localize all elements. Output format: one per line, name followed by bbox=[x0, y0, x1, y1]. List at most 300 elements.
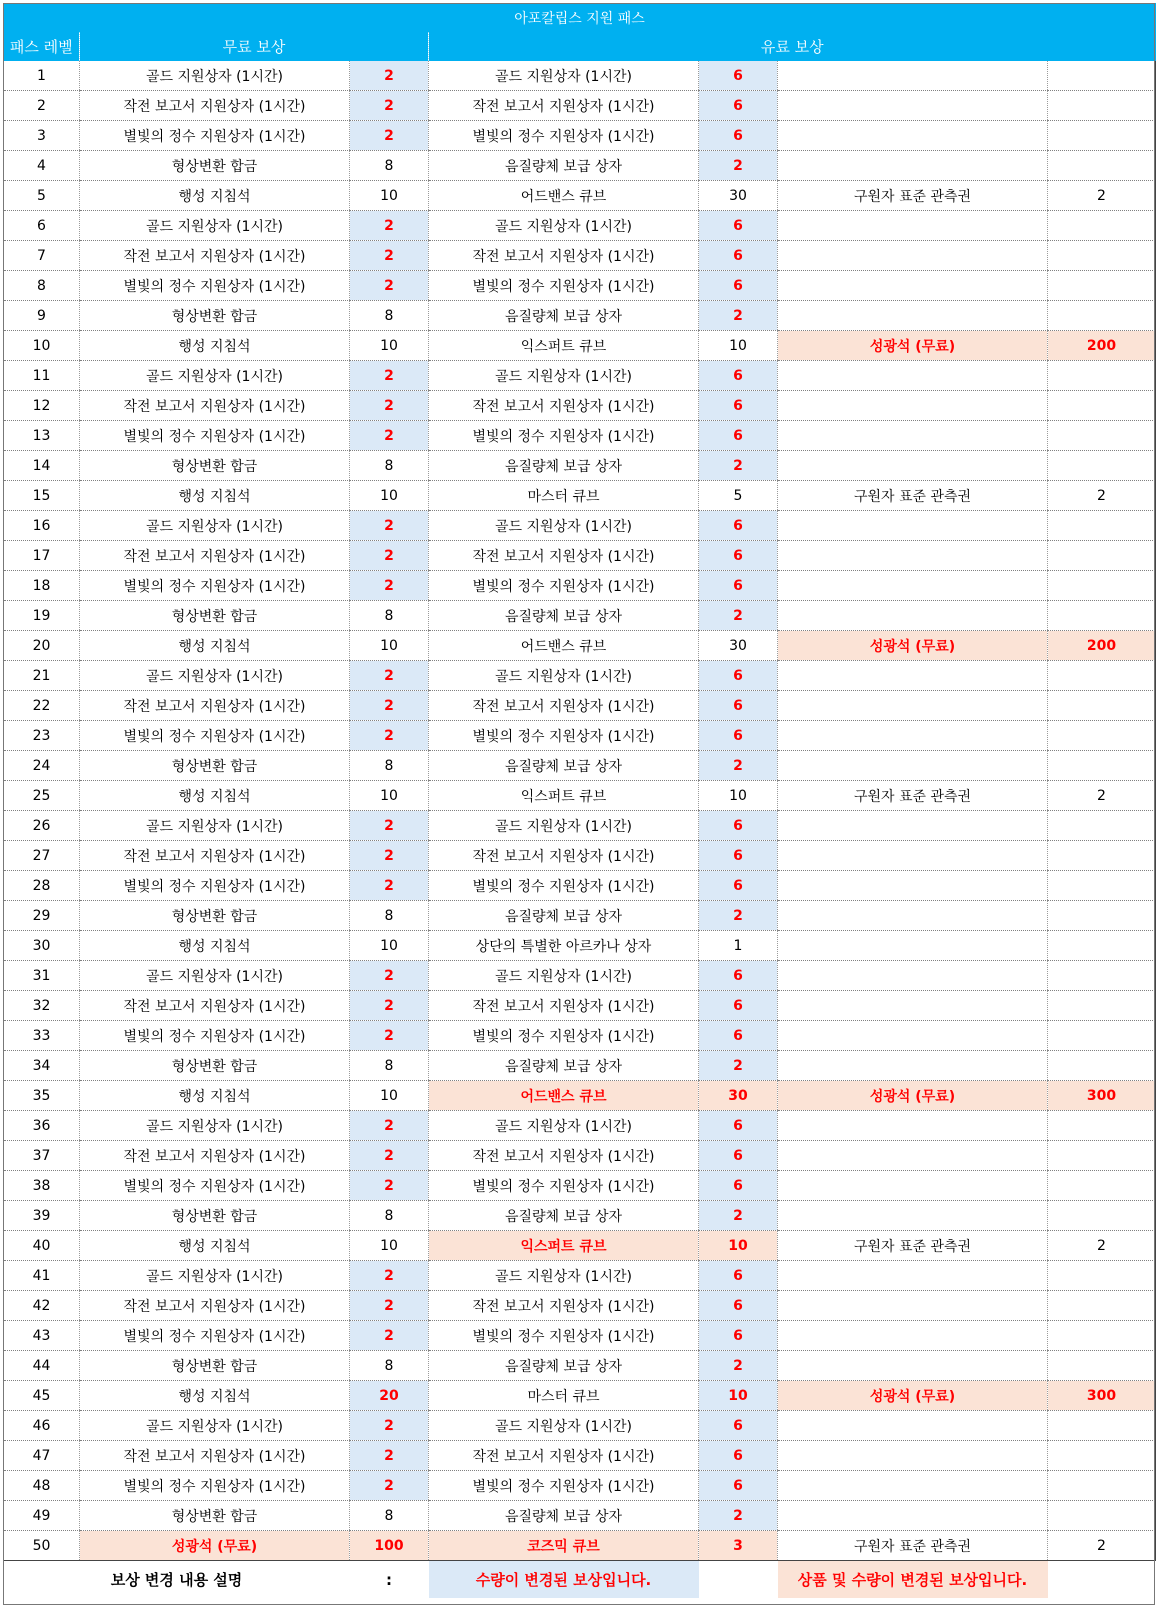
paid-qty-cell: 6 bbox=[699, 841, 778, 871]
paid-qty-cell: 6 bbox=[699, 61, 778, 91]
extra-qty-cell: 300 bbox=[1048, 1381, 1156, 1411]
paid-qty-cell: 6 bbox=[699, 721, 778, 751]
paid-item-cell: 골드 지원상자 (1시간) bbox=[429, 661, 699, 691]
table-row bbox=[4, 241, 1156, 271]
free-qty-cell: 2 bbox=[350, 1411, 429, 1441]
level-cell: 40 bbox=[4, 1231, 80, 1261]
header-level: 패스 레벨 bbox=[4, 32, 80, 61]
free-item-cell: 골드 지원상자 (1시간) bbox=[80, 211, 350, 241]
table-row bbox=[4, 1231, 1156, 1261]
free-qty-cell: 2 bbox=[350, 661, 429, 691]
free-item-cell: 골드 지원상자 (1시간) bbox=[80, 1261, 350, 1291]
paid-qty-cell: 6 bbox=[699, 541, 778, 571]
free-qty-cell: 10 bbox=[350, 931, 429, 961]
level-cell: 48 bbox=[4, 1471, 80, 1501]
table-row bbox=[4, 271, 1156, 301]
level-cell: 33 bbox=[4, 1021, 80, 1051]
free-item-cell: 형상변환 합금 bbox=[80, 151, 350, 181]
free-qty-cell: 2 bbox=[350, 1291, 429, 1321]
extra-qty-cell bbox=[1048, 1261, 1156, 1291]
free-qty-cell: 2 bbox=[350, 511, 429, 541]
free-qty-cell: 8 bbox=[350, 901, 429, 931]
extra-qty-cell bbox=[1048, 511, 1156, 541]
level-cell: 10 bbox=[4, 331, 80, 361]
free-item-cell: 골드 지원상자 (1시간) bbox=[80, 661, 350, 691]
table-row bbox=[4, 811, 1156, 841]
table-row bbox=[4, 991, 1156, 1021]
paid-qty-cell: 2 bbox=[699, 1051, 778, 1081]
table-row bbox=[4, 1441, 1156, 1471]
paid-qty-cell: 2 bbox=[699, 1351, 778, 1381]
extra-qty-cell: 300 bbox=[1048, 1081, 1156, 1111]
free-qty-cell: 8 bbox=[350, 1201, 429, 1231]
level-cell: 27 bbox=[4, 841, 80, 871]
free-item-cell: 형상변환 합금 bbox=[80, 1201, 350, 1231]
extra-qty-cell bbox=[1048, 1111, 1156, 1141]
paid-item-cell: 작전 보고서 지원상자 (1시간) bbox=[429, 841, 699, 871]
paid-item-cell: 음질량체 보급 상자 bbox=[429, 601, 699, 631]
table-row bbox=[4, 961, 1156, 991]
free-item-cell: 행성 지침석 bbox=[80, 1081, 350, 1111]
table-row bbox=[4, 1051, 1156, 1081]
extra-item-cell bbox=[778, 961, 1048, 991]
paid-qty-cell: 10 bbox=[699, 331, 778, 361]
extra-item-cell bbox=[778, 211, 1048, 241]
free-qty-cell: 8 bbox=[350, 451, 429, 481]
table-row bbox=[4, 1381, 1156, 1411]
extra-item-cell bbox=[778, 1501, 1048, 1531]
extra-qty-cell bbox=[1048, 991, 1156, 1021]
extra-qty-cell bbox=[1048, 1021, 1156, 1051]
paid-item-cell: 별빛의 정수 지원상자 (1시간) bbox=[429, 1021, 699, 1051]
extra-item-cell bbox=[778, 151, 1048, 181]
free-qty-cell: 8 bbox=[350, 301, 429, 331]
paid-item-cell: 어드밴스 큐브 bbox=[429, 1081, 699, 1111]
free-qty-cell: 2 bbox=[350, 691, 429, 721]
paid-item-cell: 별빛의 정수 지원상자 (1시간) bbox=[429, 121, 699, 151]
paid-item-cell: 별빛의 정수 지원상자 (1시간) bbox=[429, 271, 699, 301]
level-cell: 20 bbox=[4, 631, 80, 661]
table-row bbox=[4, 901, 1156, 931]
extra-item-cell: 구원자 표준 관측권 bbox=[778, 1531, 1048, 1561]
level-cell: 36 bbox=[4, 1111, 80, 1141]
free-item-cell: 성광석 (무료) bbox=[80, 1531, 350, 1561]
extra-item-cell bbox=[778, 1441, 1048, 1471]
extra-item-cell: 성광석 (무료) bbox=[778, 1081, 1048, 1111]
extra-qty-cell bbox=[1048, 361, 1156, 391]
level-cell: 42 bbox=[4, 1291, 80, 1321]
free-qty-cell: 2 bbox=[350, 1141, 429, 1171]
level-cell: 17 bbox=[4, 541, 80, 571]
reward-rows bbox=[4, 61, 1156, 1561]
table-row bbox=[4, 631, 1156, 661]
level-cell: 37 bbox=[4, 1141, 80, 1171]
free-item-cell: 형상변환 합금 bbox=[80, 601, 350, 631]
paid-qty-cell: 6 bbox=[699, 271, 778, 301]
level-cell: 9 bbox=[4, 301, 80, 331]
free-qty-cell: 100 bbox=[350, 1531, 429, 1561]
extra-qty-cell bbox=[1048, 121, 1156, 151]
extra-item-cell: 성광석 (무료) bbox=[778, 1381, 1048, 1411]
extra-item-cell bbox=[778, 451, 1048, 481]
extra-qty-cell bbox=[1048, 1441, 1156, 1471]
free-item-cell: 형상변환 합금 bbox=[80, 1501, 350, 1531]
level-cell: 30 bbox=[4, 931, 80, 961]
extra-item-cell bbox=[778, 601, 1048, 631]
extra-item-cell bbox=[778, 1471, 1048, 1501]
paid-item-cell: 익스퍼트 큐브 bbox=[429, 331, 699, 361]
extra-qty-cell bbox=[1048, 211, 1156, 241]
paid-qty-cell: 6 bbox=[699, 961, 778, 991]
extra-item-cell: 구원자 표준 관측권 bbox=[778, 781, 1048, 811]
extra-qty-cell bbox=[1048, 61, 1156, 91]
paid-qty-cell: 1 bbox=[699, 931, 778, 961]
free-item-cell: 작전 보고서 지원상자 (1시간) bbox=[80, 91, 350, 121]
level-cell: 21 bbox=[4, 661, 80, 691]
extra-item-cell bbox=[778, 391, 1048, 421]
paid-item-cell: 골드 지원상자 (1시간) bbox=[429, 1261, 699, 1291]
paid-qty-cell: 6 bbox=[699, 211, 778, 241]
level-cell: 18 bbox=[4, 571, 80, 601]
level-cell: 32 bbox=[4, 991, 80, 1021]
paid-item-cell: 작전 보고서 지원상자 (1시간) bbox=[429, 91, 699, 121]
free-item-cell: 형상변환 합금 bbox=[80, 301, 350, 331]
extra-qty-cell bbox=[1048, 1411, 1156, 1441]
extra-qty-cell bbox=[1048, 301, 1156, 331]
free-item-cell: 행성 지침석 bbox=[80, 781, 350, 811]
free-item-cell: 별빛의 정수 지원상자 (1시간) bbox=[80, 1171, 350, 1201]
table-row bbox=[4, 1021, 1156, 1051]
free-qty-cell: 2 bbox=[350, 571, 429, 601]
extra-item-cell bbox=[778, 841, 1048, 871]
free-qty-cell: 10 bbox=[350, 331, 429, 361]
paid-qty-cell: 6 bbox=[699, 421, 778, 451]
table-row bbox=[4, 871, 1156, 901]
table-row bbox=[4, 181, 1156, 211]
level-cell: 5 bbox=[4, 181, 80, 211]
paid-qty-cell: 6 bbox=[699, 1021, 778, 1051]
extra-qty-cell: 2 bbox=[1048, 481, 1156, 511]
extra-item-cell bbox=[778, 721, 1048, 751]
table-row bbox=[4, 421, 1156, 451]
level-cell: 22 bbox=[4, 691, 80, 721]
paid-item-cell: 작전 보고서 지원상자 (1시간) bbox=[429, 541, 699, 571]
level-cell: 11 bbox=[4, 361, 80, 391]
paid-item-cell: 별빛의 정수 지원상자 (1시간) bbox=[429, 1321, 699, 1351]
legend-item-changed: 상품 및 수량이 변경된 보상입니다. bbox=[778, 1561, 1048, 1599]
table-row bbox=[4, 211, 1156, 241]
legend-colon: : bbox=[386, 1570, 392, 1589]
extra-item-cell bbox=[778, 1291, 1048, 1321]
free-qty-cell: 2 bbox=[350, 1321, 429, 1351]
paid-qty-cell: 6 bbox=[699, 571, 778, 601]
free-qty-cell: 2 bbox=[350, 121, 429, 151]
extra-item-cell: 구원자 표준 관측권 bbox=[778, 181, 1048, 211]
level-cell: 8 bbox=[4, 271, 80, 301]
free-qty-cell: 2 bbox=[350, 721, 429, 751]
extra-item-cell bbox=[778, 1351, 1048, 1381]
level-cell: 39 bbox=[4, 1201, 80, 1231]
extra-item-cell bbox=[778, 1201, 1048, 1231]
extra-qty-cell bbox=[1048, 571, 1156, 601]
extra-qty-cell bbox=[1048, 961, 1156, 991]
level-cell: 24 bbox=[4, 751, 80, 781]
paid-qty-cell: 6 bbox=[699, 511, 778, 541]
free-item-cell: 행성 지침석 bbox=[80, 1231, 350, 1261]
paid-item-cell: 별빛의 정수 지원상자 (1시간) bbox=[429, 721, 699, 751]
paid-item-cell: 골드 지원상자 (1시간) bbox=[429, 811, 699, 841]
table-row bbox=[4, 571, 1156, 601]
extra-qty-cell bbox=[1048, 601, 1156, 631]
paid-qty-cell: 2 bbox=[699, 1501, 778, 1531]
paid-item-cell: 음질량체 보급 상자 bbox=[429, 751, 699, 781]
paid-item-cell: 작전 보고서 지원상자 (1시간) bbox=[429, 241, 699, 271]
extra-qty-cell bbox=[1048, 721, 1156, 751]
free-item-cell: 형상변환 합금 bbox=[80, 1051, 350, 1081]
level-cell: 13 bbox=[4, 421, 80, 451]
table-row bbox=[4, 1351, 1156, 1381]
extra-item-cell bbox=[778, 421, 1048, 451]
paid-qty-cell: 6 bbox=[699, 1111, 778, 1141]
free-item-cell: 작전 보고서 지원상자 (1시간) bbox=[80, 241, 350, 271]
extra-item-cell bbox=[778, 361, 1048, 391]
extra-item-cell bbox=[778, 691, 1048, 721]
extra-qty-cell bbox=[1048, 451, 1156, 481]
table-row bbox=[4, 1411, 1156, 1441]
extra-item-cell bbox=[778, 271, 1048, 301]
table-row bbox=[4, 91, 1156, 121]
legend-qty-changed: 수량이 변경된 보상입니다. bbox=[429, 1561, 699, 1599]
extra-qty-cell bbox=[1048, 1051, 1156, 1081]
free-item-cell: 작전 보고서 지원상자 (1시간) bbox=[80, 541, 350, 571]
free-item-cell: 별빛의 정수 지원상자 (1시간) bbox=[80, 271, 350, 301]
table-row bbox=[4, 751, 1156, 781]
extra-qty-cell: 200 bbox=[1048, 331, 1156, 361]
table-row bbox=[4, 1321, 1156, 1351]
table-row bbox=[4, 691, 1156, 721]
table-title: 아포칼립스 지원 패스 bbox=[4, 3, 1156, 32]
extra-qty-cell bbox=[1048, 151, 1156, 181]
free-item-cell: 형상변환 합금 bbox=[80, 751, 350, 781]
extra-item-cell bbox=[778, 541, 1048, 571]
paid-item-cell: 별빛의 정수 지원상자 (1시간) bbox=[429, 571, 699, 601]
paid-qty-cell: 3 bbox=[699, 1531, 778, 1561]
table-row bbox=[4, 781, 1156, 811]
table-row bbox=[4, 1261, 1156, 1291]
extra-item-cell: 구원자 표준 관측권 bbox=[778, 1231, 1048, 1261]
table-row bbox=[4, 601, 1156, 631]
table-row bbox=[4, 1171, 1156, 1201]
extra-qty-cell bbox=[1048, 1471, 1156, 1501]
paid-qty-cell: 2 bbox=[699, 751, 778, 781]
free-qty-cell: 8 bbox=[350, 601, 429, 631]
paid-qty-cell: 6 bbox=[699, 871, 778, 901]
free-qty-cell: 2 bbox=[350, 361, 429, 391]
extra-qty-cell bbox=[1048, 541, 1156, 571]
extra-item-cell bbox=[778, 901, 1048, 931]
free-item-cell: 작전 보고서 지원상자 (1시간) bbox=[80, 1141, 350, 1171]
free-item-cell: 별빛의 정수 지원상자 (1시간) bbox=[80, 1471, 350, 1501]
free-item-cell: 행성 지침석 bbox=[80, 1381, 350, 1411]
extra-item-cell bbox=[778, 811, 1048, 841]
level-cell: 28 bbox=[4, 871, 80, 901]
free-qty-cell: 10 bbox=[350, 781, 429, 811]
table-row bbox=[4, 361, 1156, 391]
level-cell: 31 bbox=[4, 961, 80, 991]
extra-qty-cell bbox=[1048, 1291, 1156, 1321]
level-cell: 12 bbox=[4, 391, 80, 421]
free-qty-cell: 2 bbox=[350, 841, 429, 871]
paid-item-cell: 작전 보고서 지원상자 (1시간) bbox=[429, 1291, 699, 1321]
table-row bbox=[4, 931, 1156, 961]
free-qty-cell: 10 bbox=[350, 181, 429, 211]
free-item-cell: 형상변환 합금 bbox=[80, 901, 350, 931]
free-item-cell: 별빛의 정수 지원상자 (1시간) bbox=[80, 121, 350, 151]
extra-item-cell bbox=[778, 121, 1048, 151]
level-cell: 15 bbox=[4, 481, 80, 511]
paid-item-cell: 별빛의 정수 지원상자 (1시간) bbox=[429, 1471, 699, 1501]
free-qty-cell: 2 bbox=[350, 1111, 429, 1141]
free-item-cell: 골드 지원상자 (1시간) bbox=[80, 1111, 350, 1141]
extra-qty-cell: 2 bbox=[1048, 181, 1156, 211]
paid-item-cell: 작전 보고서 지원상자 (1시간) bbox=[429, 991, 699, 1021]
extra-qty-cell: 2 bbox=[1048, 781, 1156, 811]
free-qty-cell: 2 bbox=[350, 1261, 429, 1291]
level-cell: 23 bbox=[4, 721, 80, 751]
paid-item-cell: 마스터 큐브 bbox=[429, 481, 699, 511]
paid-item-cell: 음질량체 보급 상자 bbox=[429, 1051, 699, 1081]
level-cell: 6 bbox=[4, 211, 80, 241]
level-cell: 16 bbox=[4, 511, 80, 541]
table-row bbox=[4, 451, 1156, 481]
free-item-cell: 작전 보고서 지원상자 (1시간) bbox=[80, 991, 350, 1021]
paid-qty-cell: 2 bbox=[699, 151, 778, 181]
extra-item-cell bbox=[778, 751, 1048, 781]
extra-item-cell bbox=[778, 91, 1048, 121]
free-item-cell: 작전 보고서 지원상자 (1시간) bbox=[80, 1441, 350, 1471]
paid-item-cell: 어드밴스 큐브 bbox=[429, 181, 699, 211]
paid-item-cell: 작전 보고서 지원상자 (1시간) bbox=[429, 1441, 699, 1471]
extra-item-cell bbox=[778, 931, 1048, 961]
level-cell: 41 bbox=[4, 1261, 80, 1291]
free-item-cell: 행성 지침석 bbox=[80, 481, 350, 511]
free-qty-cell: 8 bbox=[350, 1351, 429, 1381]
level-cell: 29 bbox=[4, 901, 80, 931]
free-qty-cell: 2 bbox=[350, 541, 429, 571]
extra-qty-cell bbox=[1048, 661, 1156, 691]
table-row bbox=[4, 1081, 1156, 1111]
header-free-reward: 무료 보상 bbox=[80, 32, 429, 61]
free-qty-cell: 2 bbox=[350, 271, 429, 301]
free-item-cell: 작전 보고서 지원상자 (1시간) bbox=[80, 691, 350, 721]
level-cell: 1 bbox=[4, 61, 80, 91]
paid-item-cell: 음질량체 보급 상자 bbox=[429, 1201, 699, 1231]
level-cell: 34 bbox=[4, 1051, 80, 1081]
paid-qty-cell: 10 bbox=[699, 1381, 778, 1411]
paid-item-cell: 골드 지원상자 (1시간) bbox=[429, 1411, 699, 1441]
level-cell: 50 bbox=[4, 1531, 80, 1561]
free-qty-cell: 10 bbox=[350, 1081, 429, 1111]
extra-item-cell bbox=[778, 1051, 1048, 1081]
extra-qty-cell bbox=[1048, 901, 1156, 931]
paid-qty-cell: 6 bbox=[699, 361, 778, 391]
free-item-cell: 형상변환 합금 bbox=[80, 451, 350, 481]
level-cell: 49 bbox=[4, 1501, 80, 1531]
free-qty-cell: 2 bbox=[350, 91, 429, 121]
extra-qty-cell bbox=[1048, 691, 1156, 721]
free-item-cell: 별빛의 정수 지원상자 (1시간) bbox=[80, 721, 350, 751]
free-qty-cell: 8 bbox=[350, 1051, 429, 1081]
table-row bbox=[4, 1141, 1156, 1171]
paid-item-cell: 코즈믹 큐브 bbox=[429, 1531, 699, 1561]
table-row bbox=[4, 1501, 1156, 1531]
free-item-cell: 골드 지원상자 (1시간) bbox=[80, 61, 350, 91]
extra-qty-cell bbox=[1048, 1201, 1156, 1231]
paid-qty-cell: 6 bbox=[699, 1291, 778, 1321]
table-row bbox=[4, 511, 1156, 541]
free-item-cell: 별빛의 정수 지원상자 (1시간) bbox=[80, 571, 350, 601]
level-cell: 2 bbox=[4, 91, 80, 121]
paid-qty-cell: 6 bbox=[699, 1321, 778, 1351]
level-cell: 43 bbox=[4, 1321, 80, 1351]
free-qty-cell: 2 bbox=[350, 871, 429, 901]
free-item-cell: 골드 지원상자 (1시간) bbox=[80, 1411, 350, 1441]
extra-item-cell bbox=[778, 1171, 1048, 1201]
extra-qty-cell bbox=[1048, 841, 1156, 871]
free-qty-cell: 2 bbox=[350, 211, 429, 241]
free-item-cell: 형상변환 합금 bbox=[80, 1351, 350, 1381]
extra-qty-cell bbox=[1048, 1501, 1156, 1531]
table-row bbox=[4, 481, 1156, 511]
extra-qty-cell bbox=[1048, 1351, 1156, 1381]
extra-item-cell bbox=[778, 301, 1048, 331]
extra-item-cell bbox=[778, 61, 1048, 91]
table-row bbox=[4, 301, 1156, 331]
free-qty-cell: 2 bbox=[350, 1021, 429, 1051]
extra-qty-cell bbox=[1048, 391, 1156, 421]
paid-item-cell: 음질량체 보급 상자 bbox=[429, 901, 699, 931]
free-qty-cell: 2 bbox=[350, 421, 429, 451]
free-item-cell: 작전 보고서 지원상자 (1시간) bbox=[80, 391, 350, 421]
paid-qty-cell: 30 bbox=[699, 631, 778, 661]
free-item-cell: 작전 보고서 지원상자 (1시간) bbox=[80, 1291, 350, 1321]
table-row bbox=[4, 151, 1156, 181]
level-cell: 44 bbox=[4, 1351, 80, 1381]
extra-qty-cell: 200 bbox=[1048, 631, 1156, 661]
table-row bbox=[4, 1531, 1156, 1561]
free-qty-cell: 20 bbox=[350, 1381, 429, 1411]
paid-item-cell: 익스퍼트 큐브 bbox=[429, 781, 699, 811]
free-item-cell: 골드 지원상자 (1시간) bbox=[80, 361, 350, 391]
paid-qty-cell: 30 bbox=[699, 181, 778, 211]
free-qty-cell: 2 bbox=[350, 1471, 429, 1501]
paid-item-cell: 별빛의 정수 지원상자 (1시간) bbox=[429, 1171, 699, 1201]
free-qty-cell: 10 bbox=[350, 1231, 429, 1261]
extra-item-cell bbox=[778, 511, 1048, 541]
free-item-cell: 행성 지침석 bbox=[80, 631, 350, 661]
free-qty-cell: 8 bbox=[350, 151, 429, 181]
extra-item-cell bbox=[778, 1261, 1048, 1291]
free-item-cell: 골드 지원상자 (1시간) bbox=[80, 961, 350, 991]
paid-item-cell: 골드 지원상자 (1시간) bbox=[429, 1111, 699, 1141]
free-item-cell: 별빛의 정수 지원상자 (1시간) bbox=[80, 1321, 350, 1351]
paid-qty-cell: 6 bbox=[699, 241, 778, 271]
table-row bbox=[4, 661, 1156, 691]
extra-qty-cell: 2 bbox=[1048, 1531, 1156, 1561]
paid-item-cell: 작전 보고서 지원상자 (1시간) bbox=[429, 691, 699, 721]
paid-qty-cell: 2 bbox=[699, 451, 778, 481]
free-qty-cell: 2 bbox=[350, 241, 429, 271]
